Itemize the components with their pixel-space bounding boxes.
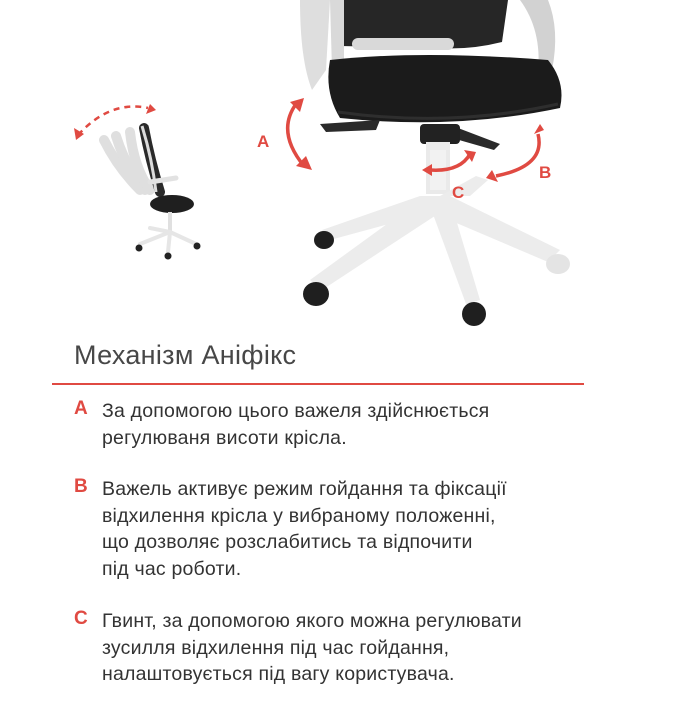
item-letter: B — [74, 476, 88, 497]
item-line: що дозволяє розслабитись та відпочити — [102, 531, 473, 553]
item-line: зусилля відхилення під час гойдання, — [102, 636, 450, 659]
item-line: Гвинт, за допомогою якого можна регулювати — [102, 610, 522, 632]
item-letter: A — [74, 398, 88, 419]
tilt-demo-chair — [74, 104, 201, 260]
label-a: A — [257, 132, 270, 151]
chair-illustration — [0, 0, 684, 340]
title-divider — [52, 383, 584, 385]
item-letter: C — [74, 608, 88, 629]
section-title: Механізм Аніфікс — [74, 340, 297, 370]
item-line: Важель активує режим гойдання та фіксації — [102, 478, 507, 500]
item-line: регулюваня висоти крісла. — [102, 426, 347, 449]
label-c: C — [452, 183, 465, 202]
item-line: відхилення крісла у вибраному положенні, — [102, 504, 496, 527]
item-description — [102, 476, 632, 582]
label-b: B — [539, 163, 552, 182]
item-line: під час роботи. — [102, 557, 242, 580]
item-line: За допомогою цього важеля здійснюється — [102, 400, 490, 422]
item-line: налаштовується під вагу користувача. — [102, 663, 455, 685]
item-description — [102, 398, 632, 451]
item-description — [102, 608, 632, 688]
main-chair — [257, 0, 570, 326]
